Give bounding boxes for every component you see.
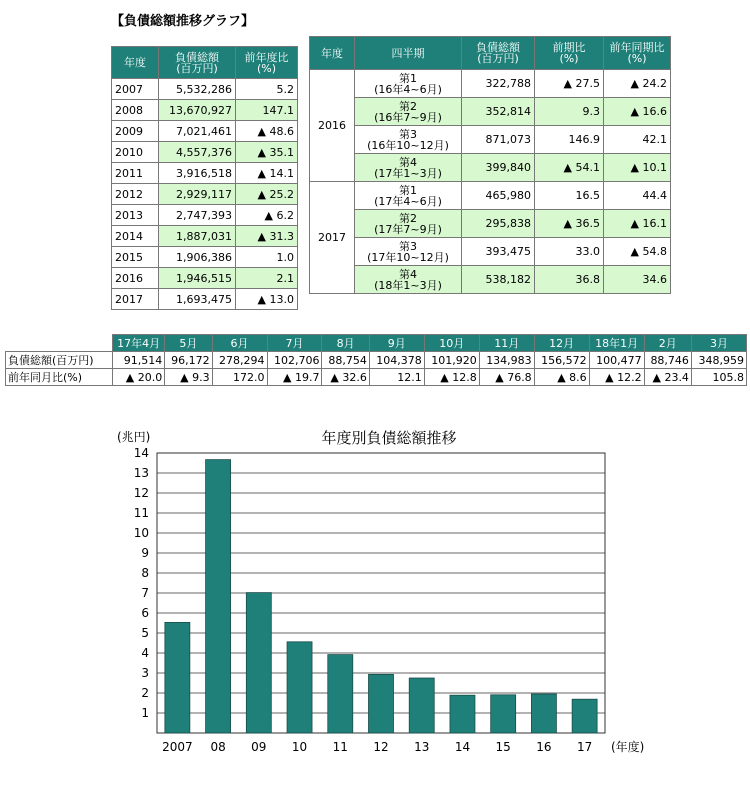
annual-cell-yoy: 2.1 <box>236 268 298 289</box>
annual-cell-year: 2015 <box>112 247 159 268</box>
chart-title: 年度別負債総額推移 <box>321 429 457 447</box>
bar <box>491 695 516 733</box>
quarter-cell-total: 538,182 <box>462 266 535 294</box>
quarter-cell-yoy: ▲ 16.1 <box>604 210 671 238</box>
monthly-yoy-cell: 172.0 <box>212 369 267 386</box>
quarter-header-total <box>462 37 535 70</box>
quarter-cell-qoq: 33.0 <box>535 238 604 266</box>
quarter-row <box>310 70 671 98</box>
monthly-total-cell: 101,920 <box>424 352 479 369</box>
annual-cell-total: 2,929,117 <box>159 184 236 205</box>
monthly-yoy-cell: ▲ 12.8 <box>424 369 479 386</box>
y-axis-label: (兆円) <box>117 430 151 444</box>
quarter-months: (16年10~12月) <box>367 138 449 152</box>
annual-cell-year: 2013 <box>112 205 159 226</box>
annual-cell-total: 1,887,031 <box>159 226 236 247</box>
monthly-yoy-cell: 105.8 <box>691 369 746 386</box>
annual-cell-yoy: ▲ 35.1 <box>236 142 298 163</box>
x-tick-label: 2007 <box>162 740 193 754</box>
monthly-yoy-cell: ▲ 20.0 <box>113 369 165 386</box>
monthly-total-cell: 156,572 <box>534 352 589 369</box>
monthly-header-month: 8月 <box>322 335 369 352</box>
y-tick-label: 6 <box>141 606 149 620</box>
quarterly-debt-table <box>309 36 671 294</box>
quarter-months: (16年7~9月) <box>374 110 442 124</box>
annual-cell-yoy: ▲ 48.6 <box>236 121 298 142</box>
annual-cell-yoy: 147.1 <box>236 100 298 121</box>
bar <box>246 593 271 733</box>
quarter-cell-yoy: ▲ 24.2 <box>604 70 671 98</box>
y-tick-label: 10 <box>133 526 149 540</box>
y-tick-label: 14 <box>133 446 149 460</box>
monthly-header-month: 6月 <box>212 335 267 352</box>
x-tick-label: 14 <box>454 740 471 754</box>
quarter-header-yoy-label: 前年同期比 (%) <box>609 41 665 65</box>
x-tick-label: 16 <box>536 740 552 754</box>
chart-svg <box>95 420 745 760</box>
annual-header-yoy <box>236 47 298 79</box>
quarter-header-quarter <box>355 37 462 70</box>
y-tick-label: 4 <box>141 646 149 660</box>
quarter-cell-period <box>355 70 462 98</box>
y-tick-label: 3 <box>141 666 149 680</box>
monthly-yoy-cell: ▲ 9.3 <box>165 369 212 386</box>
quarter-months: (18年1~3月) <box>374 278 442 292</box>
annual-row <box>112 100 298 121</box>
annual-cell-total: 7,021,461 <box>159 121 236 142</box>
x-axis-label: (年度) <box>611 740 645 754</box>
quarter-cell-qoq: ▲ 36.5 <box>535 210 604 238</box>
quarter-cell-qoq: ▲ 27.5 <box>535 70 604 98</box>
quarter-months: (17年10~12月) <box>367 250 449 264</box>
quarter-header-quarter-label: 四半期 <box>391 46 425 60</box>
quarter-label: 第4 <box>399 155 417 169</box>
quarter-cell-total: 352,814 <box>462 98 535 126</box>
annual-header-row <box>112 47 298 79</box>
quarter-label: 第4 <box>399 267 417 281</box>
annual-row <box>112 184 298 205</box>
quarter-cell-qoq: 36.8 <box>535 266 604 294</box>
monthly-yoy-row <box>6 369 747 386</box>
annual-cell-total: 13,670,927 <box>159 100 236 121</box>
monthly-total-row <box>6 352 747 369</box>
annual-header-total <box>159 47 236 79</box>
quarter-cell-year: 2017 <box>310 182 355 294</box>
quarter-months: (17年4~6月) <box>374 194 442 208</box>
quarter-cell-qoq: 9.3 <box>535 98 604 126</box>
bar <box>572 699 597 733</box>
monthly-debt-table <box>5 334 747 386</box>
quarter-months: (17年7~9月) <box>374 222 442 236</box>
monthly-header-month: 5月 <box>165 335 212 352</box>
annual-cell-year: 2008 <box>112 100 159 121</box>
monthly-yoy-label: 前年同月比(%) <box>6 369 113 386</box>
quarter-header-year <box>310 37 355 70</box>
annual-cell-year: 2017 <box>112 289 159 310</box>
bar <box>328 655 353 733</box>
annual-row <box>112 205 298 226</box>
annual-cell-yoy: 1.0 <box>236 247 298 268</box>
annual-cell-yoy: 5.2 <box>236 79 298 100</box>
x-tick-label: 17 <box>576 740 593 754</box>
monthly-yoy-cell: ▲ 32.6 <box>322 369 369 386</box>
quarter-header-qoq-label: 前期比 (%) <box>552 41 586 65</box>
quarter-header-qoq <box>535 37 604 70</box>
quarter-label: 第1 <box>399 183 417 197</box>
annual-cell-year: 2011 <box>112 163 159 184</box>
annual-cell-year: 2007 <box>112 79 159 100</box>
annual-header-year: 年度 <box>112 47 159 79</box>
quarter-cell-qoq: 146.9 <box>535 126 604 154</box>
monthly-total-cell: 134,983 <box>479 352 534 369</box>
monthly-header-month: 7月 <box>267 335 322 352</box>
x-tick-label: 15 <box>495 740 511 754</box>
monthly-header-corner <box>6 335 113 352</box>
monthly-header-month: 12月 <box>534 335 589 352</box>
quarter-cell-yoy: 42.1 <box>604 126 671 154</box>
monthly-yoy-cell: ▲ 76.8 <box>479 369 534 386</box>
monthly-total-cell: 348,959 <box>691 352 746 369</box>
quarter-header-total-label: 負債総額 (百万円) <box>476 41 520 65</box>
monthly-total-label: 負債総額(百万円) <box>6 352 113 369</box>
quarter-row <box>310 210 671 238</box>
monthly-total-cell: 102,706 <box>267 352 322 369</box>
quarter-cell-period <box>355 182 462 210</box>
quarter-cell-total: 399,840 <box>462 154 535 182</box>
quarter-header-yoy <box>604 37 671 70</box>
y-tick-label: 7 <box>141 586 149 600</box>
annual-cell-yoy: ▲ 14.1 <box>236 163 298 184</box>
annual-cell-year: 2014 <box>112 226 159 247</box>
quarter-cell-yoy: 44.4 <box>604 182 671 210</box>
monthly-yoy-cell: ▲ 19.7 <box>267 369 322 386</box>
x-tick-label: 08 <box>210 740 226 754</box>
monthly-yoy-cell: ▲ 23.4 <box>644 369 691 386</box>
bar <box>165 622 190 733</box>
monthly-header-month: 11月 <box>479 335 534 352</box>
quarter-row <box>310 266 671 294</box>
annual-row <box>112 226 298 247</box>
annual-row <box>112 142 298 163</box>
quarter-label: 第2 <box>399 99 417 113</box>
quarter-cell-period <box>355 238 462 266</box>
monthly-header-month: 2月 <box>644 335 691 352</box>
monthly-yoy-cell: ▲ 12.2 <box>589 369 644 386</box>
quarter-cell-period <box>355 266 462 294</box>
y-tick-label: 9 <box>141 546 149 560</box>
x-tick-label: 11 <box>332 740 348 754</box>
monthly-header-month: 3月 <box>691 335 746 352</box>
bar <box>409 678 434 733</box>
quarter-cell-total: 322,788 <box>462 70 535 98</box>
monthly-header-month: 9月 <box>369 335 424 352</box>
annual-debt-chart <box>95 420 745 760</box>
annual-cell-yoy: ▲ 6.2 <box>236 205 298 226</box>
x-tick-label: 09 <box>251 740 267 754</box>
bar <box>531 694 556 733</box>
quarter-cell-period <box>355 210 462 238</box>
annual-cell-total: 5,532,286 <box>159 79 236 100</box>
quarter-label: 第1 <box>399 71 417 85</box>
quarter-cell-total: 465,980 <box>462 182 535 210</box>
monthly-total-cell: 88,746 <box>644 352 691 369</box>
quarter-row <box>310 154 671 182</box>
annual-cell-total: 1,946,515 <box>159 268 236 289</box>
y-tick-label: 13 <box>133 466 149 480</box>
annual-row <box>112 79 298 100</box>
quarter-cell-year: 2016 <box>310 70 355 182</box>
quarter-header-row <box>310 37 671 70</box>
quarter-cell-total: 871,073 <box>462 126 535 154</box>
annual-cell-year: 2010 <box>112 142 159 163</box>
quarter-row <box>310 98 671 126</box>
annual-cell-total: 4,557,376 <box>159 142 236 163</box>
x-tick-label: 12 <box>373 740 389 754</box>
annual-row <box>112 289 298 310</box>
annual-debt-table <box>111 46 298 310</box>
y-tick-label: 8 <box>141 566 149 580</box>
page-title: 【負債総額推移グラフ】 <box>111 14 255 29</box>
annual-cell-total: 1,906,386 <box>159 247 236 268</box>
quarter-months: (16年4~6月) <box>374 82 442 96</box>
quarter-cell-yoy: ▲ 54.8 <box>604 238 671 266</box>
annual-cell-year: 2012 <box>112 184 159 205</box>
quarter-cell-total: 393,475 <box>462 238 535 266</box>
annual-cell-year: 2009 <box>112 121 159 142</box>
monthly-header-month: 10月 <box>424 335 479 352</box>
y-tick-label: 2 <box>141 686 149 700</box>
y-tick-label: 5 <box>141 626 149 640</box>
annual-header-total-label: 負債総額 (百万円) <box>175 50 219 75</box>
bar <box>450 695 475 733</box>
quarter-cell-period <box>355 126 462 154</box>
annual-cell-total: 3,916,518 <box>159 163 236 184</box>
x-tick-label: 10 <box>291 740 308 754</box>
quarter-cell-qoq: ▲ 54.1 <box>535 154 604 182</box>
quarter-cell-yoy: ▲ 10.1 <box>604 154 671 182</box>
annual-cell-total: 2,747,393 <box>159 205 236 226</box>
quarter-cell-total: 295,838 <box>462 210 535 238</box>
quarter-cell-period <box>355 98 462 126</box>
monthly-yoy-cell: ▲ 8.6 <box>534 369 589 386</box>
annual-cell-year: 2016 <box>112 268 159 289</box>
monthly-total-cell: 104,378 <box>369 352 424 369</box>
quarter-cell-period <box>355 154 462 182</box>
y-tick-label: 12 <box>133 486 149 500</box>
quarter-cell-yoy: 34.6 <box>604 266 671 294</box>
annual-row <box>112 268 298 289</box>
x-tick-label: 13 <box>414 740 430 754</box>
y-tick-label: 11 <box>133 506 149 520</box>
quarter-cell-yoy: ▲ 16.6 <box>604 98 671 126</box>
monthly-total-cell: 278,294 <box>212 352 267 369</box>
y-tick-label: 1 <box>141 706 149 720</box>
quarter-header-year-label: 年度 <box>321 46 343 60</box>
annual-header-yoy-label: 前年度比 (%) <box>244 50 289 75</box>
bar <box>206 460 231 733</box>
annual-row <box>112 163 298 184</box>
quarter-label: 第3 <box>399 127 417 141</box>
quarter-cell-qoq: 16.5 <box>535 182 604 210</box>
quarter-label: 第2 <box>399 211 417 225</box>
quarter-row <box>310 182 671 210</box>
quarter-months: (17年1~3月) <box>374 166 442 180</box>
annual-cell-yoy: ▲ 25.2 <box>236 184 298 205</box>
annual-row <box>112 247 298 268</box>
monthly-total-cell: 88,754 <box>322 352 369 369</box>
monthly-header-row <box>6 335 747 352</box>
annual-cell-total: 1,693,475 <box>159 289 236 310</box>
quarter-label: 第3 <box>399 239 417 253</box>
monthly-header-month: 18年1月 <box>589 335 644 352</box>
annual-cell-yoy: ▲ 13.0 <box>236 289 298 310</box>
monthly-total-cell: 100,477 <box>589 352 644 369</box>
monthly-header-month: 17年4月 <box>113 335 165 352</box>
quarter-row <box>310 126 671 154</box>
bar <box>287 642 312 733</box>
monthly-total-cell: 91,514 <box>113 352 165 369</box>
monthly-yoy-cell: 12.1 <box>369 369 424 386</box>
annual-row <box>112 121 298 142</box>
quarter-row <box>310 238 671 266</box>
bar <box>369 674 394 733</box>
monthly-total-cell: 96,172 <box>165 352 212 369</box>
annual-cell-yoy: ▲ 31.3 <box>236 226 298 247</box>
